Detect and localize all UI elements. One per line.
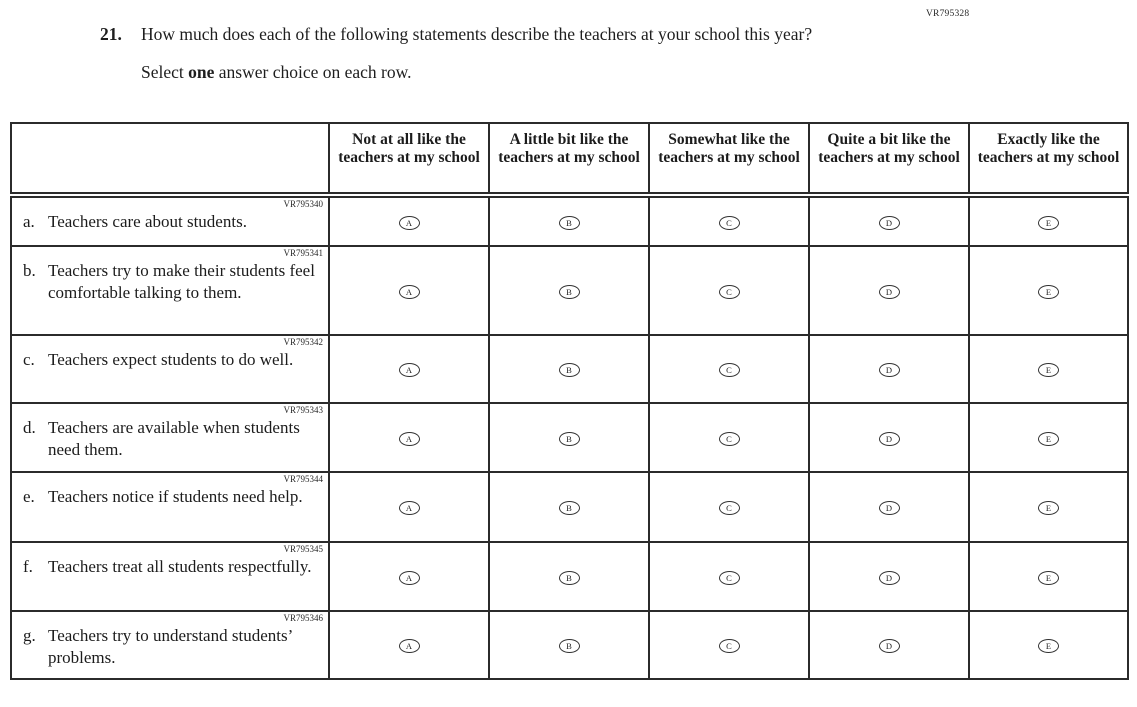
answer-option-c-row-2[interactable]: C [719,285,740,299]
answer-option-d-row-4[interactable]: D [879,432,900,446]
option-cell [329,403,489,472]
question-number: 21. [100,24,122,44]
column-header-not-at-all: Not at all like the teachers at my school [329,123,489,195]
option-cell [969,246,1128,335]
option-cell [809,403,969,472]
option-cell [809,472,969,542]
answer-option-b-row-1[interactable]: B [559,216,580,230]
column-header-exactly: Exactly like the teachers at my school [969,123,1128,195]
answer-option-b-row-3[interactable]: B [559,363,580,377]
row-code: VR795346 [283,613,323,623]
option-cell [809,195,969,246]
table-row [11,195,1128,246]
row-statement-text: Teachers try to understand students’ problems. [48,626,292,667]
answer-option-e-row-4[interactable]: E [1038,432,1059,446]
answer-option-c-row-5[interactable]: C [719,501,740,515]
answer-option-d-row-7[interactable]: D [879,639,900,653]
question-body [141,22,886,85]
option-cell [809,542,969,611]
answer-option-a-row-1[interactable]: A [399,216,420,230]
row-code: VR795340 [283,199,323,209]
header-stub-cell [11,123,329,195]
statement [23,417,324,461]
option-cell [809,611,969,679]
table-row [11,246,1128,335]
row-code: VR795341 [283,248,323,258]
statement-cell [11,335,329,403]
answer-option-b-row-6[interactable]: B [559,571,580,585]
answer-option-c-row-6[interactable]: C [719,571,740,585]
header-row [11,123,1128,195]
option-cell [329,195,489,246]
row-code: VR795342 [283,337,323,347]
statement-cell [11,472,329,542]
option-cell [649,335,809,403]
row-statement-text: Teachers try to make their students feel comfortable talking to them. [48,261,315,302]
answer-option-a-row-5[interactable]: A [399,501,420,515]
statement-cell [11,195,329,246]
option-cell [649,472,809,542]
statement-cell [11,403,329,472]
option-cell [489,542,649,611]
statement [23,486,324,508]
option-cell [489,403,649,472]
option-cell [329,246,489,335]
answer-option-e-row-7[interactable]: E [1038,639,1059,653]
statement-cell [11,246,329,335]
answer-option-d-row-2[interactable]: D [879,285,900,299]
answer-option-b-row-4[interactable]: B [559,432,580,446]
option-cell [649,403,809,472]
answer-option-d-row-5[interactable]: D [879,501,900,515]
form-code-top-right: VR795328 [926,9,970,19]
option-cell [969,403,1128,472]
column-header-somewhat: Somewhat like the teachers at my school [649,123,809,195]
statement-cell [11,542,329,611]
statement [23,260,324,304]
question-block [100,22,886,85]
option-cell [649,246,809,335]
answer-option-c-row-7[interactable]: C [719,639,740,653]
answer-option-b-row-5[interactable]: B [559,501,580,515]
table-row [11,542,1128,611]
row-letter: d. [23,418,36,437]
row-letter: f. [23,557,33,576]
answer-option-a-row-3[interactable]: A [399,363,420,377]
answer-option-d-row-3[interactable]: D [879,363,900,377]
option-cell [489,611,649,679]
option-cell [649,542,809,611]
row-letter: a. [23,212,35,231]
question-text: How much does each of the following statements describe the teachers at your school this year? [141,24,813,44]
row-letter: c. [23,350,35,369]
option-cell [969,611,1128,679]
option-cell [329,472,489,542]
option-cell [329,335,489,403]
statement [23,211,324,233]
row-statement-text: Teachers care about students. [48,212,247,231]
answer-option-b-row-2[interactable]: B [559,285,580,299]
row-letter: b. [23,261,36,280]
answer-option-e-row-5[interactable]: E [1038,501,1059,515]
answer-option-a-row-2[interactable]: A [399,285,420,299]
option-cell [969,472,1128,542]
option-cell [969,335,1128,403]
option-cell [969,542,1128,611]
option-cell [649,611,809,679]
option-cell [489,335,649,403]
question-instruction [141,60,886,85]
option-cell [329,542,489,611]
answer-option-d-row-6[interactable]: D [879,571,900,585]
column-header-quite-a-bit: Quite a bit like the teachers at my school [809,123,969,195]
answer-option-c-row-1[interactable]: C [719,216,740,230]
answer-option-c-row-4[interactable]: C [719,432,740,446]
option-cell [489,246,649,335]
option-cell [809,246,969,335]
statement [23,349,324,371]
table-row [11,335,1128,403]
table-row [11,611,1128,679]
answer-option-c-row-3[interactable]: C [719,363,740,377]
answer-option-e-row-3[interactable]: E [1038,363,1059,377]
answer-option-a-row-6[interactable]: A [399,571,420,585]
column-header-a-little-bit: A little bit like the teachers at my school [489,123,649,195]
answer-option-a-row-4[interactable]: A [399,432,420,446]
row-statement-text: Teachers treat all students respectfully. [48,557,312,576]
option-cell [489,472,649,542]
answer-option-a-row-7[interactable]: A [399,639,420,653]
instruction-suffix: answer choice on each row. [214,62,412,82]
option-cell [489,195,649,246]
answer-option-d-row-1[interactable]: D [879,216,900,230]
row-code: VR795343 [283,405,323,415]
option-cell [649,195,809,246]
option-cell [329,611,489,679]
statement-cell [11,611,329,679]
row-statement-text: Teachers are available when students need them. [48,418,300,459]
answer-option-b-row-7[interactable]: B [559,639,580,653]
table-row [11,472,1128,542]
row-statement-text: Teachers notice if students need help. [48,487,303,506]
answer-option-e-row-1[interactable]: E [1038,216,1059,230]
row-letter: g. [23,626,36,645]
instruction-bold-word: one [188,62,215,82]
option-cell [809,335,969,403]
table-row [11,403,1128,472]
instruction-prefix: Select [141,62,189,82]
answer-option-e-row-2[interactable]: E [1038,285,1059,299]
row-letter: e. [23,487,35,506]
survey-matrix-table [10,122,1129,680]
row-code: VR795345 [283,544,323,554]
statement [23,556,324,578]
statement [23,625,324,669]
row-statement-text: Teachers expect students to do well. [48,350,294,369]
answer-option-e-row-6[interactable]: E [1038,571,1059,585]
option-cell [969,195,1128,246]
row-code: VR795344 [283,474,323,484]
